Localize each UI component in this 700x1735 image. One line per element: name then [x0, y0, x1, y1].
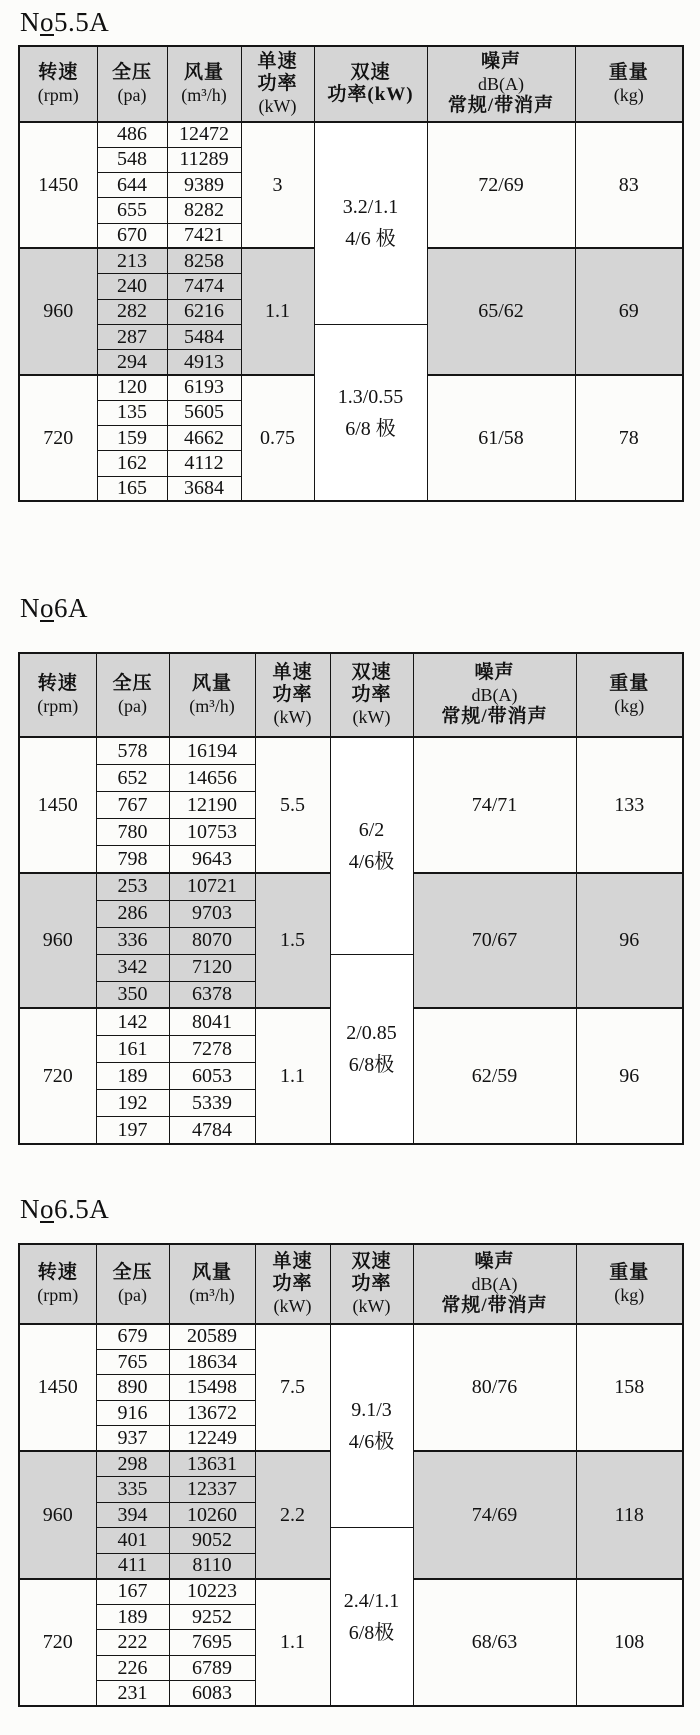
cell-noise: 72/69	[427, 122, 575, 248]
header-line: (pa)	[118, 1284, 147, 1305]
cell-single-power: 1.1	[255, 1579, 330, 1707]
header-line: 单速	[272, 1250, 313, 1272]
cell-flow: 4913	[167, 350, 241, 375]
header-noise	[427, 46, 575, 122]
cell-pressure: 159	[97, 426, 167, 451]
cell-weight: 133	[576, 737, 683, 872]
cell-flow: 8041	[169, 1008, 255, 1035]
table-mount	[0, 652, 700, 1144]
cell-pressure: 226	[96, 1655, 169, 1681]
cell-pressure: 937	[96, 1426, 169, 1452]
title-post: 6A	[54, 593, 88, 624]
header-line: 功率	[351, 1272, 392, 1294]
header-line: dB(A)	[471, 685, 518, 706]
header-line: (kg)	[614, 696, 645, 717]
cell-pressure: 548	[97, 147, 167, 172]
cell-rpm: 720	[19, 375, 97, 501]
header-line: (kg)	[613, 85, 644, 105]
cell-rpm: 720	[19, 1008, 96, 1143]
spec-section	[0, 1193, 700, 1708]
cell-weight: 118	[576, 1451, 683, 1579]
header-line: 常规/带消声	[447, 95, 555, 116]
header-line: 常规/带消声	[441, 706, 548, 728]
table-title	[20, 1193, 700, 1225]
cell-flow: 9252	[169, 1604, 255, 1630]
cell-flow: 12249	[169, 1426, 255, 1452]
header-dual-power	[330, 1244, 413, 1324]
header-line: 全压	[112, 1261, 153, 1283]
header-noise	[413, 1244, 576, 1324]
cell-flow: 9389	[167, 173, 241, 198]
cell-flow: 3684	[167, 476, 241, 501]
header-line: 噪声	[474, 1250, 515, 1272]
cell-pressure: 240	[97, 274, 167, 299]
cell-noise: 62/59	[413, 1008, 576, 1143]
header-line: 转速	[37, 1261, 78, 1283]
cell-weight: 108	[576, 1579, 683, 1707]
cell-flow: 9703	[169, 900, 255, 927]
header-line: 双速	[351, 662, 392, 684]
cell-pressure: 655	[97, 198, 167, 223]
header-line: 单速	[272, 662, 313, 684]
header-line: (kg)	[614, 1284, 645, 1305]
cell-pressure: 342	[96, 954, 169, 981]
cell-flow: 8070	[169, 927, 255, 954]
cell-pressure: 578	[96, 737, 169, 764]
cell-rpm: 1450	[19, 1324, 96, 1452]
header-line: 功率	[272, 684, 313, 706]
cell-flow: 6378	[169, 981, 255, 1008]
cell-pressure: 222	[96, 1630, 169, 1656]
cell-flow: 10721	[169, 873, 255, 900]
dual-power-line: 4/6极	[348, 1431, 395, 1454]
cell-weight: 158	[576, 1324, 683, 1452]
cell-noise: 70/67	[413, 873, 576, 1008]
header-line: 风量	[183, 62, 224, 83]
header-flow	[167, 46, 241, 122]
cell-dual-power	[330, 737, 413, 954]
cell-pressure: 394	[96, 1502, 169, 1528]
header-line: (pa)	[117, 85, 147, 105]
cell-pressure: 142	[96, 1008, 169, 1035]
cell-pressure: 679	[96, 1324, 169, 1350]
cell-flow: 8258	[167, 248, 241, 273]
header-line: 重量	[609, 1261, 650, 1283]
cell-pressure: 282	[97, 299, 167, 324]
cell-flow: 10260	[169, 1502, 255, 1528]
title-pre: N	[20, 593, 40, 624]
cell-flow: 12337	[169, 1477, 255, 1503]
dual-power-line: 4/6极	[348, 851, 395, 874]
cell-flow: 13631	[169, 1451, 255, 1477]
header-line: 转速	[38, 62, 79, 83]
cell-pressure: 411	[96, 1553, 169, 1579]
cell-rpm: 1450	[19, 737, 96, 872]
title-post: 5.5A	[54, 7, 110, 37]
cell-flow: 6193	[167, 375, 241, 400]
header-line: 重量	[609, 673, 650, 695]
header-single-power	[255, 653, 330, 737]
spec-section	[0, 592, 700, 1144]
header-line: (kW)	[273, 1295, 312, 1316]
title-pre: N	[20, 1193, 40, 1224]
cell-pressure: 286	[96, 900, 169, 927]
header-line: 双速	[351, 1250, 392, 1272]
spec-section	[0, 6, 700, 502]
cell-pressure: 890	[96, 1375, 169, 1401]
cell-pressure: 162	[97, 451, 167, 476]
cell-dual-power	[330, 954, 413, 1144]
header-line: dB(A)	[478, 74, 524, 94]
cell-flow: 16194	[169, 737, 255, 764]
cell-noise: 65/62	[427, 248, 575, 374]
cell-pressure: 798	[96, 846, 169, 873]
cell-pressure: 192	[96, 1090, 169, 1117]
cell-weight: 96	[576, 873, 683, 1008]
cell-pressure: 231	[96, 1681, 169, 1707]
cell-flow: 9052	[169, 1528, 255, 1554]
header-noise	[413, 653, 576, 737]
header-rpm	[19, 46, 97, 122]
dual-power-line: 2.4/1.1	[343, 1589, 400, 1612]
cell-pressure: 765	[96, 1349, 169, 1375]
header-line: 风量	[191, 673, 232, 695]
header-line: (rpm)	[37, 85, 79, 105]
header-weight	[576, 1244, 683, 1324]
cell-flow: 6083	[169, 1681, 255, 1707]
header-line: 全压	[112, 673, 153, 695]
cell-pressure: 401	[96, 1528, 169, 1554]
header-single-power	[255, 1244, 330, 1324]
cell-pressure: 135	[97, 400, 167, 425]
header-line: (kW)	[352, 707, 391, 728]
cell-weight: 69	[575, 248, 683, 374]
data-row	[19, 737, 683, 764]
header-flow	[169, 1244, 255, 1324]
cell-flow: 4112	[167, 451, 241, 476]
cell-flow: 6053	[169, 1063, 255, 1090]
cell-single-power: 7.5	[255, 1324, 330, 1452]
cell-flow: 11289	[167, 147, 241, 172]
header-line: 功率	[272, 1272, 313, 1294]
cell-dual-power	[314, 122, 427, 324]
cell-flow: 4784	[169, 1117, 255, 1144]
cell-pressure: 213	[97, 248, 167, 273]
header-rpm	[19, 1244, 96, 1324]
cell-pressure: 486	[97, 122, 167, 147]
table-mount	[0, 45, 700, 502]
spec-table-no6.5a	[18, 1243, 684, 1708]
cell-flow: 15498	[169, 1375, 255, 1401]
cell-dual-power	[330, 1324, 413, 1528]
dual-power-line: 6/8极	[348, 1621, 395, 1644]
cell-pressure: 120	[97, 375, 167, 400]
cell-single-power: 1.1	[255, 1008, 330, 1143]
spec-table-no5.5a	[18, 45, 684, 502]
cell-pressure: 350	[96, 981, 169, 1008]
dual-power-line: 3.2/1.1	[342, 196, 399, 219]
table-title	[20, 592, 700, 624]
header-weight	[576, 653, 683, 737]
header-weight	[575, 46, 683, 122]
title-underlined-o: o	[40, 7, 54, 37]
cell-flow: 18634	[169, 1349, 255, 1375]
cell-pressure: 644	[97, 173, 167, 198]
cell-weight: 78	[575, 375, 683, 501]
title-underlined-o: o	[40, 593, 54, 624]
table-mount	[0, 1243, 700, 1708]
cell-flow: 7421	[167, 223, 241, 248]
cell-pressure: 189	[96, 1063, 169, 1090]
header-line: 功率(kW)	[327, 84, 414, 105]
cell-flow: 13672	[169, 1400, 255, 1426]
title-underlined-o: o	[40, 1193, 54, 1224]
cell-pressure: 670	[97, 223, 167, 248]
cell-pressure: 298	[96, 1451, 169, 1477]
cell-flow: 10753	[169, 819, 255, 846]
header-line: 重量	[608, 62, 649, 83]
header-line: 噪声	[474, 662, 515, 684]
cell-flow: 6216	[167, 299, 241, 324]
cell-flow: 5339	[169, 1090, 255, 1117]
cell-flow: 20589	[169, 1324, 255, 1350]
header-flow	[169, 653, 255, 737]
header-line: (m³/h)	[189, 1284, 235, 1305]
cell-pressure: 253	[96, 873, 169, 900]
header-dual-power	[314, 46, 427, 122]
dual-power-line: 9.1/3	[351, 1399, 392, 1422]
cell-single-power: 1.5	[255, 873, 330, 1008]
cell-noise: 74/71	[413, 737, 576, 872]
cell-flow: 7695	[169, 1630, 255, 1656]
header-line: 噪声	[480, 51, 521, 72]
cell-pressure: 167	[96, 1579, 169, 1605]
header-rpm	[19, 653, 96, 737]
cell-flow: 7474	[167, 274, 241, 299]
cell-single-power: 0.75	[241, 375, 314, 501]
header-line: 风量	[191, 1261, 232, 1283]
cell-noise: 68/63	[413, 1579, 576, 1707]
dual-power-line: 6/8 极	[345, 417, 396, 440]
header-line: dB(A)	[471, 1273, 518, 1294]
cell-flow: 8282	[167, 198, 241, 223]
cell-flow: 10223	[169, 1579, 255, 1605]
header-line: 功率	[257, 73, 298, 94]
header-pressure	[96, 653, 169, 737]
data-row	[19, 1324, 683, 1350]
dual-power-line: 6/8极	[348, 1053, 395, 1076]
cell-flow: 12472	[167, 122, 241, 147]
cell-noise: 61/58	[427, 375, 575, 501]
cell-noise: 80/76	[413, 1324, 576, 1452]
cell-dual-power	[314, 324, 427, 501]
cell-flow: 5605	[167, 400, 241, 425]
cell-single-power: 2.2	[255, 1451, 330, 1579]
header-line: (kW)	[352, 1295, 391, 1316]
cell-flow: 5484	[167, 324, 241, 349]
cell-single-power: 1.1	[241, 248, 314, 374]
cell-flow: 12190	[169, 792, 255, 819]
header-dual-power	[330, 653, 413, 737]
cell-single-power: 5.5	[255, 737, 330, 872]
header-line: 转速	[37, 673, 78, 695]
header-single-power	[241, 46, 314, 122]
title-post: 6.5A	[54, 1193, 110, 1224]
cell-pressure: 165	[97, 476, 167, 501]
cell-pressure: 336	[96, 927, 169, 954]
dual-power-line: 4/6 极	[345, 228, 396, 251]
header-line: 全压	[111, 62, 152, 83]
header-line: (pa)	[118, 696, 147, 717]
header-line: (kW)	[258, 96, 297, 116]
cell-rpm: 960	[19, 248, 97, 374]
data-row	[19, 122, 683, 147]
cell-flow: 7278	[169, 1035, 255, 1062]
cell-rpm: 1450	[19, 122, 97, 248]
dual-power-line: 6/2	[358, 819, 385, 842]
cell-pressure: 161	[96, 1035, 169, 1062]
cell-flow: 6789	[169, 1655, 255, 1681]
cell-rpm: 960	[19, 1451, 96, 1579]
cell-dual-power	[330, 1528, 413, 1707]
dual-power-line: 2/0.85	[346, 1021, 397, 1044]
table-title	[20, 6, 700, 38]
title-pre: N	[20, 7, 40, 37]
cell-pressure: 287	[97, 324, 167, 349]
cell-pressure: 189	[96, 1604, 169, 1630]
header-line: (kW)	[273, 707, 312, 728]
header-line: (rpm)	[37, 696, 79, 717]
header-line: 常规/带消声	[441, 1294, 548, 1316]
cell-rpm: 960	[19, 873, 96, 1008]
cell-weight: 96	[576, 1008, 683, 1143]
dual-power-line: 1.3/0.55	[337, 385, 404, 408]
cell-flow: 9643	[169, 846, 255, 873]
cell-single-power: 3	[241, 122, 314, 248]
spec-table-no6a	[18, 652, 684, 1144]
cell-flow: 14656	[169, 765, 255, 792]
header-line: 双速	[350, 62, 391, 83]
cell-flow: 8110	[169, 1553, 255, 1579]
cell-pressure: 294	[97, 350, 167, 375]
cell-pressure: 916	[96, 1400, 169, 1426]
cell-pressure: 335	[96, 1477, 169, 1503]
cell-rpm: 720	[19, 1579, 96, 1707]
cell-flow: 4662	[167, 426, 241, 451]
header-line: 单速	[257, 51, 298, 72]
cell-noise: 74/69	[413, 1451, 576, 1579]
header-pressure	[97, 46, 167, 122]
cell-weight: 83	[575, 122, 683, 248]
header-line: 功率	[351, 684, 392, 706]
header-pressure	[96, 1244, 169, 1324]
header-line: (m³/h)	[181, 85, 227, 105]
cell-pressure: 767	[96, 792, 169, 819]
cell-pressure: 780	[96, 819, 169, 846]
cell-pressure: 652	[96, 765, 169, 792]
header-line: (m³/h)	[189, 696, 235, 717]
header-line: (rpm)	[37, 1284, 79, 1305]
cell-flow: 7120	[169, 954, 255, 981]
cell-pressure: 197	[96, 1117, 169, 1144]
